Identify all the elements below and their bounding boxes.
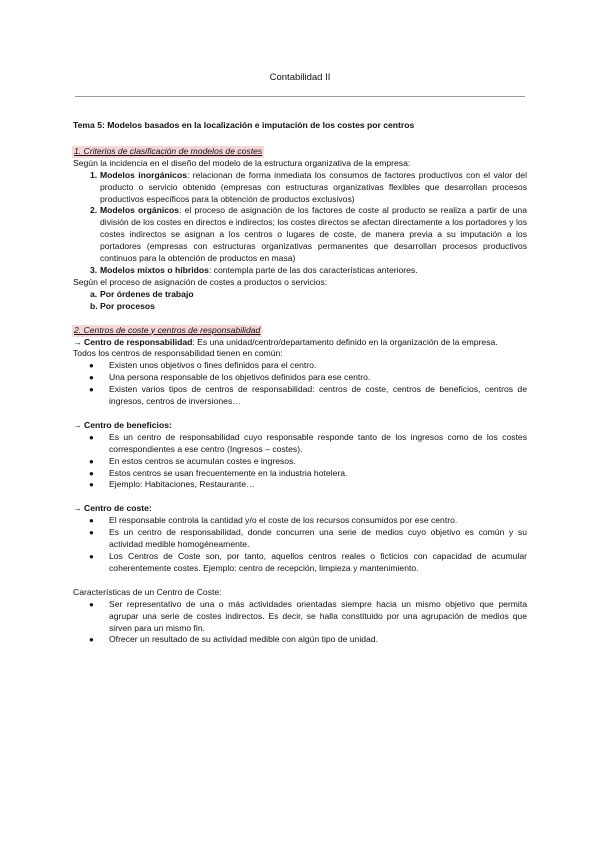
bullet-icon: ● xyxy=(89,373,94,383)
list-item: ● Ofrecer un resultado de su actividad medible con algún tipo de unidad. xyxy=(89,634,378,645)
common-intro: Todos los centros de responsabilidad tienen en común: xyxy=(73,348,283,359)
characteristics-list xyxy=(73,599,527,647)
model-list xyxy=(73,170,527,277)
list-item: ● Estos centros se usan frecuentemente en la industria hotelera. xyxy=(89,467,348,478)
bullet-icon: ● xyxy=(89,385,94,395)
bullet-icon: ● xyxy=(89,528,94,538)
bullet-icon: ● xyxy=(89,635,94,645)
cost-center-heading: → Centro de coste: xyxy=(73,503,152,514)
bullet-icon: ● xyxy=(89,599,94,609)
bullet-icon: ● xyxy=(89,552,94,561)
bullet-icon: ● xyxy=(89,516,94,526)
header-divider xyxy=(75,96,525,97)
document-body xyxy=(73,120,527,646)
topic-title: Tema 5: Modelos basados en la localización e imputación de los costes por centros xyxy=(73,120,415,130)
list-item: ● Es un centro de responsabilidad cuyo responsable responde tanto de los ingresos como de los costes correspondientes a ese centro (Ingresos – costes). xyxy=(89,431,527,454)
list-item: a. Por órdenes de trabajo xyxy=(90,288,194,299)
responsibility-center-definition: → Centro de responsabilidad: Es una unidad/centro/departamento definido en la organización de la empresa. xyxy=(73,336,498,347)
characteristics-intro: Características de un Centro de Coste: xyxy=(73,586,222,597)
bullet-icon: ● xyxy=(89,480,94,490)
bullet-icon: ● xyxy=(89,432,94,442)
list-item: 1. Modelos inorgánicos: relacionan de forma inmediata los consumos de factores productivos con el valor del producto o servicio obtenido (empresas con estructuras organizativas flexibles que desarrollan procesos productivos específicos para la obtención de productos exclusivos) xyxy=(90,169,527,204)
list-item: ● Existen unos objetivos o fines definidos para el centro. xyxy=(89,360,317,371)
cost-center-list xyxy=(73,515,527,575)
bullet-icon: ● xyxy=(89,468,94,478)
section-1-intro-2: Según el proceso de asignación de costes a productos o servicios: xyxy=(73,276,328,287)
process-list xyxy=(73,289,527,313)
section-1-heading: 1. Criterios de clasificación de modelos de costes xyxy=(74,145,263,156)
bullet-icon: ● xyxy=(89,361,94,371)
list-item: ● Existen varios tipos de centros de responsabilidad: centros de coste, centros de beneficios, centros de ingresos, centros de inversiones… xyxy=(89,384,527,407)
page-header-title: Contabilidad II xyxy=(269,72,331,83)
bullet-icon: ● xyxy=(89,456,94,466)
profit-center-heading: → Centro de beneficios: xyxy=(73,419,172,430)
list-item: ● En estos centros se acumulan costes e ingresos. xyxy=(89,455,296,466)
list-item: ● Ser representativo de una o más actividades orientadas siempre hacia un mismo objetivo que permita agrupar una serie de costes indirectos. Es decir, se halla constituido por una agrupación de medios que sirven para un mismo fin. xyxy=(89,598,527,633)
list-item: 2. Modelos orgánicos: el proceso de asignación de los factores de coste al producto se realiza a partir de una división de los costes en directos e indirectos; los costes directos se afectan directamente a los portadores y los costes indirectos se asignan a los centros o lugares de coste, de manera previa a su imputación a los portadores (empresas con estructuras organizativas permanentes que desarrollan procesos productivos continuos para la obtención de productos en masa) xyxy=(90,205,527,264)
list-item: ● El responsable controla la cantidad y/o el coste de los recursos consumidos por ese centro. xyxy=(89,515,458,526)
list-item: b. Por procesos xyxy=(90,300,155,311)
list-item: ● Una persona responsable de los objetivos definidos para ese centro. xyxy=(89,372,371,383)
profit-center-list xyxy=(73,432,527,492)
section-1-intro: Según la incidencia en el diseño del modelo de la estructura organizativa de la empresa: xyxy=(73,157,411,168)
list-item: 3. Modelos mixtos o híbridos: contempla parte de las dos características anteriores. xyxy=(90,264,418,275)
list-item: ● Es un centro de responsabilidad, donde concurren una serie de medios cuyo objetivo es común y su actividad medible homogéneamente. xyxy=(89,527,527,550)
section-2 xyxy=(73,325,527,647)
list-item: ● Ejemplo: Habitaciones, Restaurante… xyxy=(89,479,255,490)
section-2-heading: 2. Centros de coste y centros de responsabilidad xyxy=(74,324,261,335)
list-item: ● Los Centros de Coste son, por tanto, aquellos centros reales o ficticios con capacidad de acumular coherentemente costes. Ejemplo: centro de recepción, limpieza y mantenimiento. xyxy=(89,551,527,573)
common-list xyxy=(73,360,527,408)
section-1 xyxy=(73,146,527,313)
